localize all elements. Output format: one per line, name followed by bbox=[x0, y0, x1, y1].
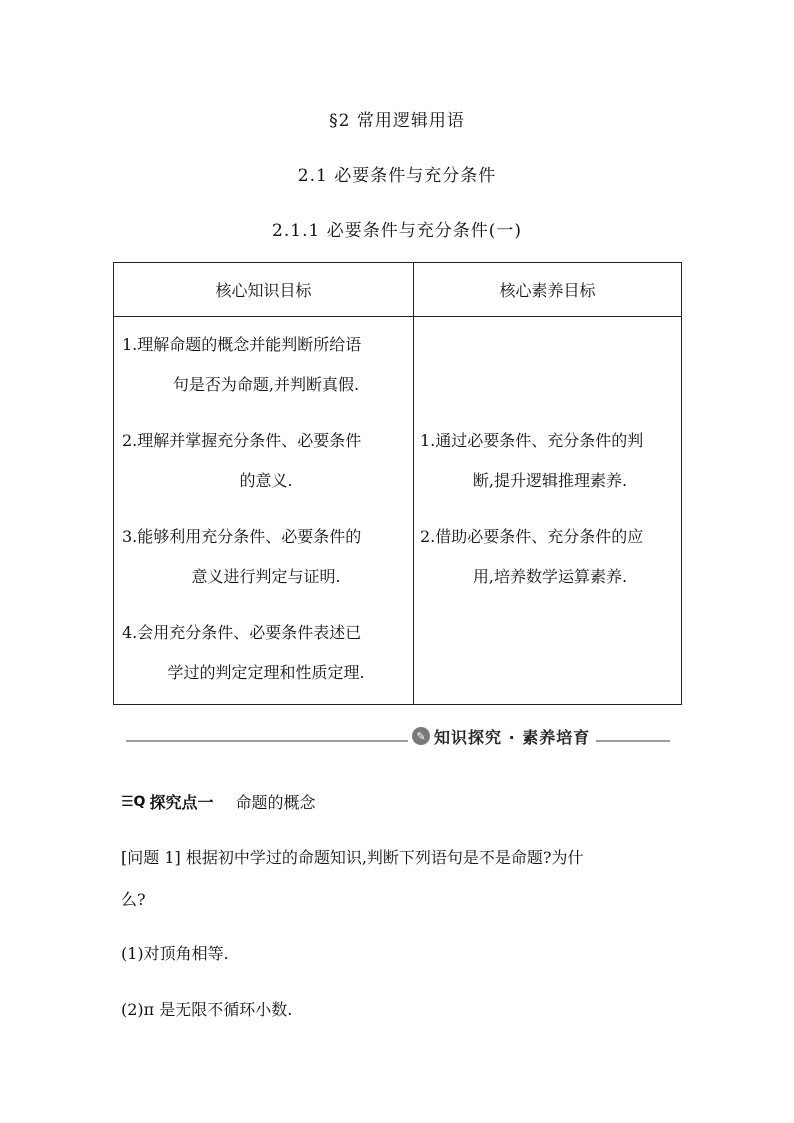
question-line-2: 么? bbox=[121, 890, 146, 909]
inquiry-heading bbox=[121, 790, 315, 813]
literacy-goal-item: 1.通过必要条件、充分条件的判 断,提升逻辑推理素养. bbox=[420, 431, 644, 490]
literacy-goals-header: 核心素养目标 bbox=[414, 263, 682, 317]
knowledge-goals-cell bbox=[114, 317, 414, 705]
question-line-1: [问题 1] 根据初中学过的命题知识,判断下列语句是不是命题?为什 bbox=[121, 848, 584, 867]
knowledge-goal-item: 3.能够利用充分条件、必要条件的 意义进行判定与证明. bbox=[122, 527, 362, 586]
knowledge-goals-header: 核心知识目标 bbox=[114, 263, 414, 317]
section-title: §2 常用逻辑用语 bbox=[329, 111, 465, 131]
table-header-row bbox=[114, 263, 682, 317]
banner-label bbox=[408, 724, 596, 748]
subsection-title: 2.1 必要条件与充分条件 bbox=[297, 166, 497, 186]
knowledge-goal-item: 4.会用充分条件、必要条件表述已 学过的判定定理和性质定理. bbox=[122, 623, 365, 682]
statement-2: (2)π 是无限不循环小数. bbox=[121, 1000, 293, 1019]
statement-1: (1)对顶角相等. bbox=[121, 944, 229, 963]
knowledge-goal-item: 2.理解并掌握充分条件、必要条件 的意义. bbox=[122, 431, 362, 490]
pencil-icon: ✎ bbox=[412, 727, 430, 745]
literacy-goal-item: 2.借助必要条件、充分条件的应 用,培养数学运算素养. bbox=[420, 527, 644, 586]
table-row bbox=[114, 317, 682, 705]
inquiry-topic: 命题的概念 bbox=[235, 793, 316, 812]
lesson-title: 2.1.1 必要条件与充分条件(一) bbox=[272, 221, 522, 241]
banner-text: 知识探究 · 素养培育 bbox=[434, 727, 591, 747]
literacy-goals-cell bbox=[414, 317, 682, 705]
search-list-icon: ☰Q bbox=[121, 793, 146, 810]
inquiry-keyword: 探究点一 bbox=[149, 793, 214, 812]
section-banner bbox=[126, 724, 670, 748]
goals-table bbox=[113, 262, 682, 705]
knowledge-goal-item: 1.理解命题的概念并能判断所给语 句是否为命题,并判断真假. bbox=[122, 335, 362, 394]
